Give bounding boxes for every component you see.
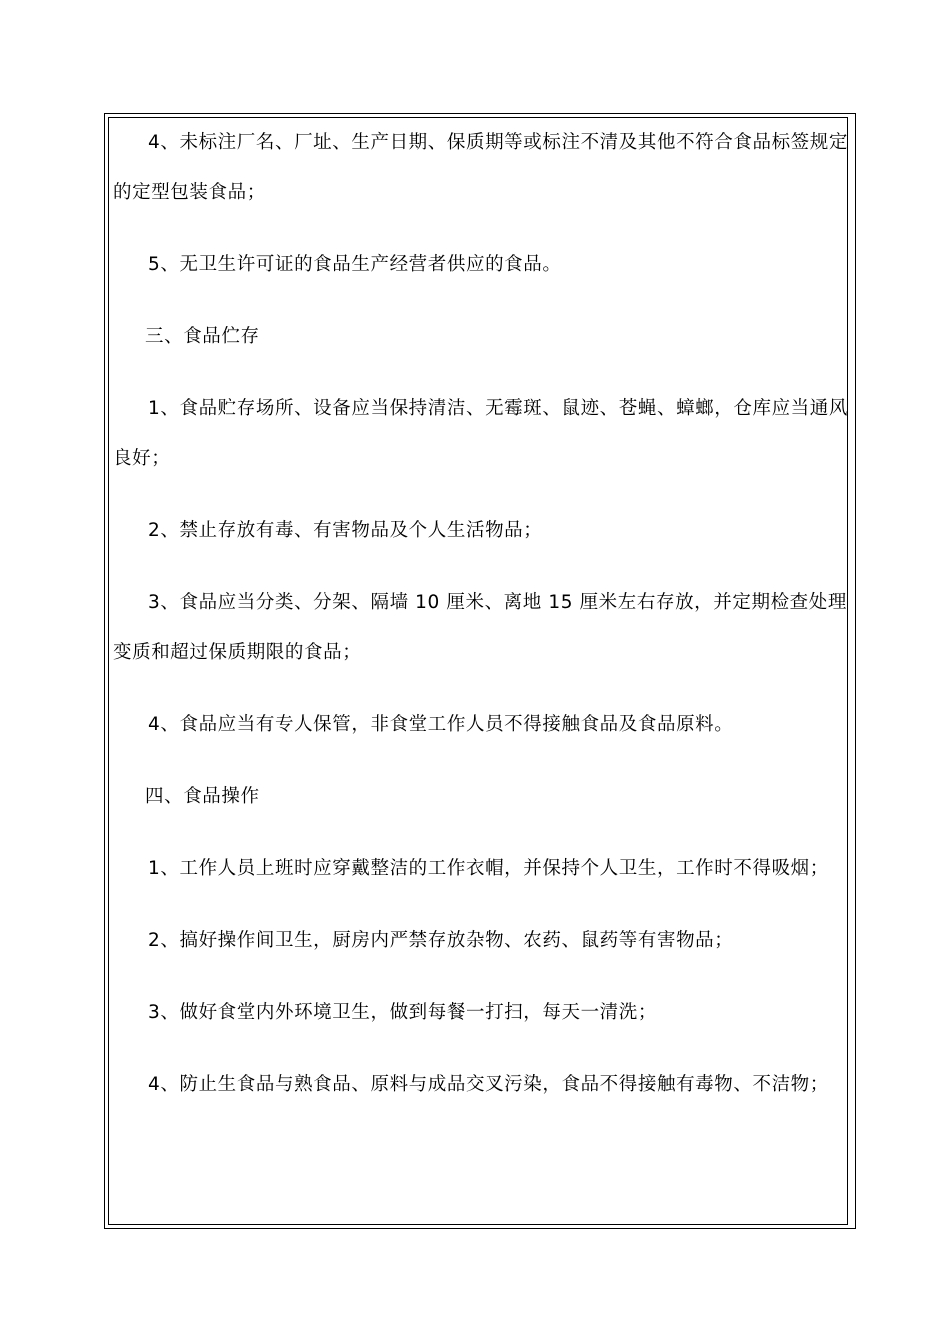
- list-item: 2、搞好操作间卫生，厨房内严禁存放杂物、农药、鼠药等有害物品；: [148, 930, 734, 951]
- list-item: 1、工作人员上班时应穿戴整洁的工作衣帽，并保持个人卫生，工作时不得吸烟；: [148, 858, 829, 879]
- list-item: 2、禁止存放有毒、有害物品及个人生活物品；: [148, 520, 543, 541]
- section-heading: 三、食品伫存: [145, 326, 260, 347]
- list-item: 3、做好食堂内外环境卫生，做到每餐一打扫，每天一清洗；: [148, 1002, 657, 1023]
- list-item: 4、食品应当有专人保管，非食堂工作人员不得接触食品及食品原料。: [148, 714, 734, 735]
- section-heading: 四、食品操作: [145, 786, 260, 807]
- list-item: 4、未标注厂名、厂址、生产日期、保质期等或标注不清及其他不符合食品标签规定的定型包装食品；: [113, 132, 848, 203]
- list-item: 3、食品应当分类、分架、隔墙 10 厘米、离地 15 厘米左右存放，并定期检查处理变质和超过保质期限的食品；: [113, 592, 847, 663]
- list-item: 5、无卫生许可证的食品生产经营者供应的食品。: [148, 254, 562, 275]
- list-item: 4、防止生食品与熟食品、原料与成品交叉污染，食品不得接触有毒物、不洁物；: [148, 1074, 829, 1095]
- list-item: 1、食品贮存场所、设备应当保持清洁、无霉斑、鼠迹、苍蝇、蟑螂，仓库应当通风良好；: [113, 398, 848, 469]
- document-body: [113, 118, 848, 1132]
